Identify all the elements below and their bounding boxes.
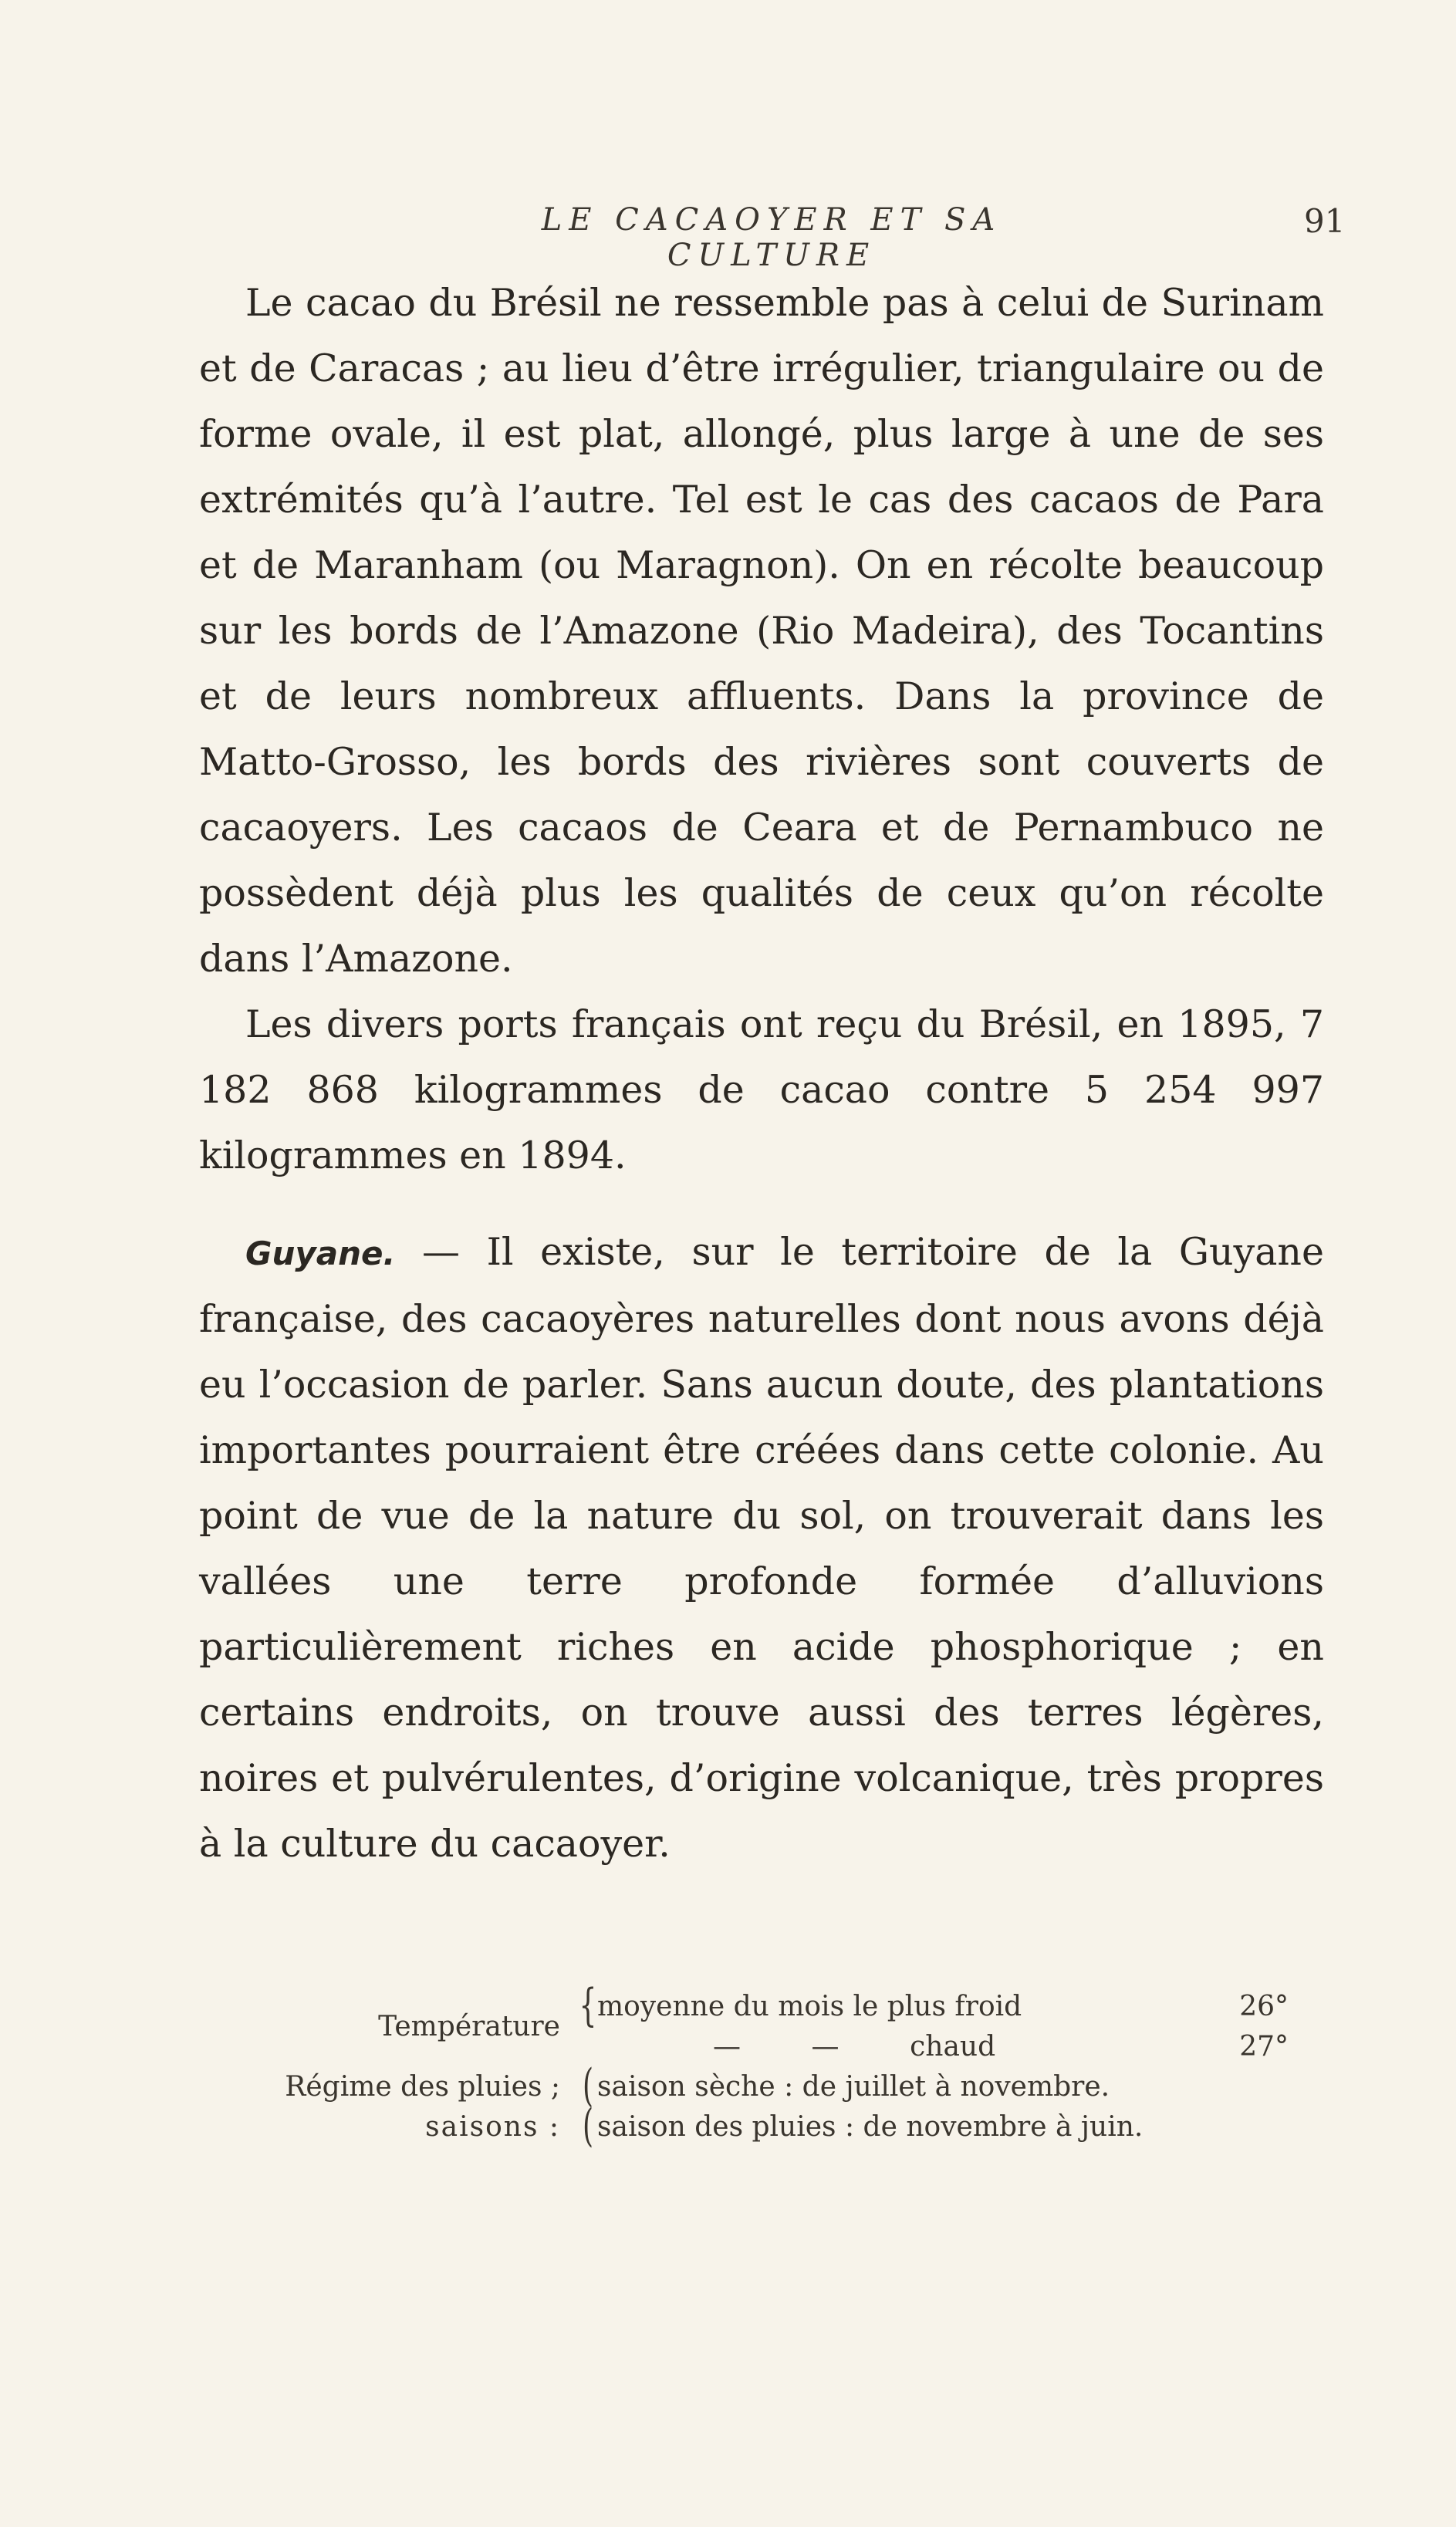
temperature-row: Température { moyenne du mois le plus froid 26° — — chaud 27° bbox=[255, 1987, 1289, 2067]
temp-cold-desc: moyenne du mois le plus froid bbox=[597, 1991, 1022, 2022]
page-number: 91 bbox=[1304, 202, 1346, 240]
body-text bbox=[199, 270, 1324, 1877]
seasons-label: saisons : bbox=[425, 2111, 560, 2143]
rain-label: Régime des pluies ; bbox=[285, 2071, 560, 2103]
running-header: LE CACAOYER ET SA CULTURE bbox=[541, 202, 1002, 273]
dry-season: saison sèche : de juillet à novembre. bbox=[597, 2071, 1110, 2103]
temp-hot-value: 27° bbox=[1239, 2031, 1289, 2062]
paragraph-bresil: Le cacao du Brésil ne ressemble pas à celui de Surinam et de Caracas ; au lieu d’être irrégulier, triangulaire ou de forme ovale, il est plat, allongé, plus large à une de ses extrémités qu’à l’autre. Tel est le cas des cacaos de Para et de Maranham (ou Maragnon). On en récolte beaucoup sur les bords de l’Amazone (Rio Madeira), des Tocantins et de leurs nombreux affluents. Dans la province de Matto-Grosso, les bords des rivières sont couverts de cacaoyers. Les cacaos de Ceara et de Pernambuco ne possèdent déjà plus les qualités de ceux qu’on récolte dans l’Amazone. bbox=[199, 281, 1324, 981]
climate-table bbox=[255, 1981, 1289, 2152]
seasons-row: saisons : ( saison des pluies : de novembre à juin. bbox=[255, 2107, 1289, 2147]
wet-season: saison des pluies : de novembre à juin. bbox=[597, 2111, 1144, 2143]
paragraph-guyane bbox=[199, 1219, 1324, 1877]
temp-hot-desc: — — chaud bbox=[713, 2031, 996, 2062]
guyane-text: — Il existe, sur le territoire de la Guyane française, des cacaoyères naturelles dont nous avons déjà eu l’occasion de parler. Sans aucun doute, des plantations importantes pourraient être créées dans cette colonie. Au point de vue de la nature du sol, on trouverait dans les vallées une terre profonde formée d’alluvions particulièrement riches en acide phosphorique ; en certains endroits, on trouve aussi des terres légères, noires et pulvérulentes, d’origine volcanique, très propres à la culture du cacaoyer. bbox=[199, 1230, 1324, 1866]
temp-cold-value: 26° bbox=[1239, 1991, 1289, 2022]
section-title-guyane: Guyane. bbox=[245, 1235, 396, 1272]
rain-row: Régime des pluies ; ( saison sèche : de juillet à novembre. bbox=[255, 2067, 1289, 2107]
paragraph-imports: Les divers ports français ont reçu du Brésil, en 1895, 7 182 868 kilogrammes de cacao contre 5 254 997 kilogrammes en 1894. bbox=[199, 1002, 1324, 1177]
temperature-label: Température bbox=[378, 2011, 560, 2042]
